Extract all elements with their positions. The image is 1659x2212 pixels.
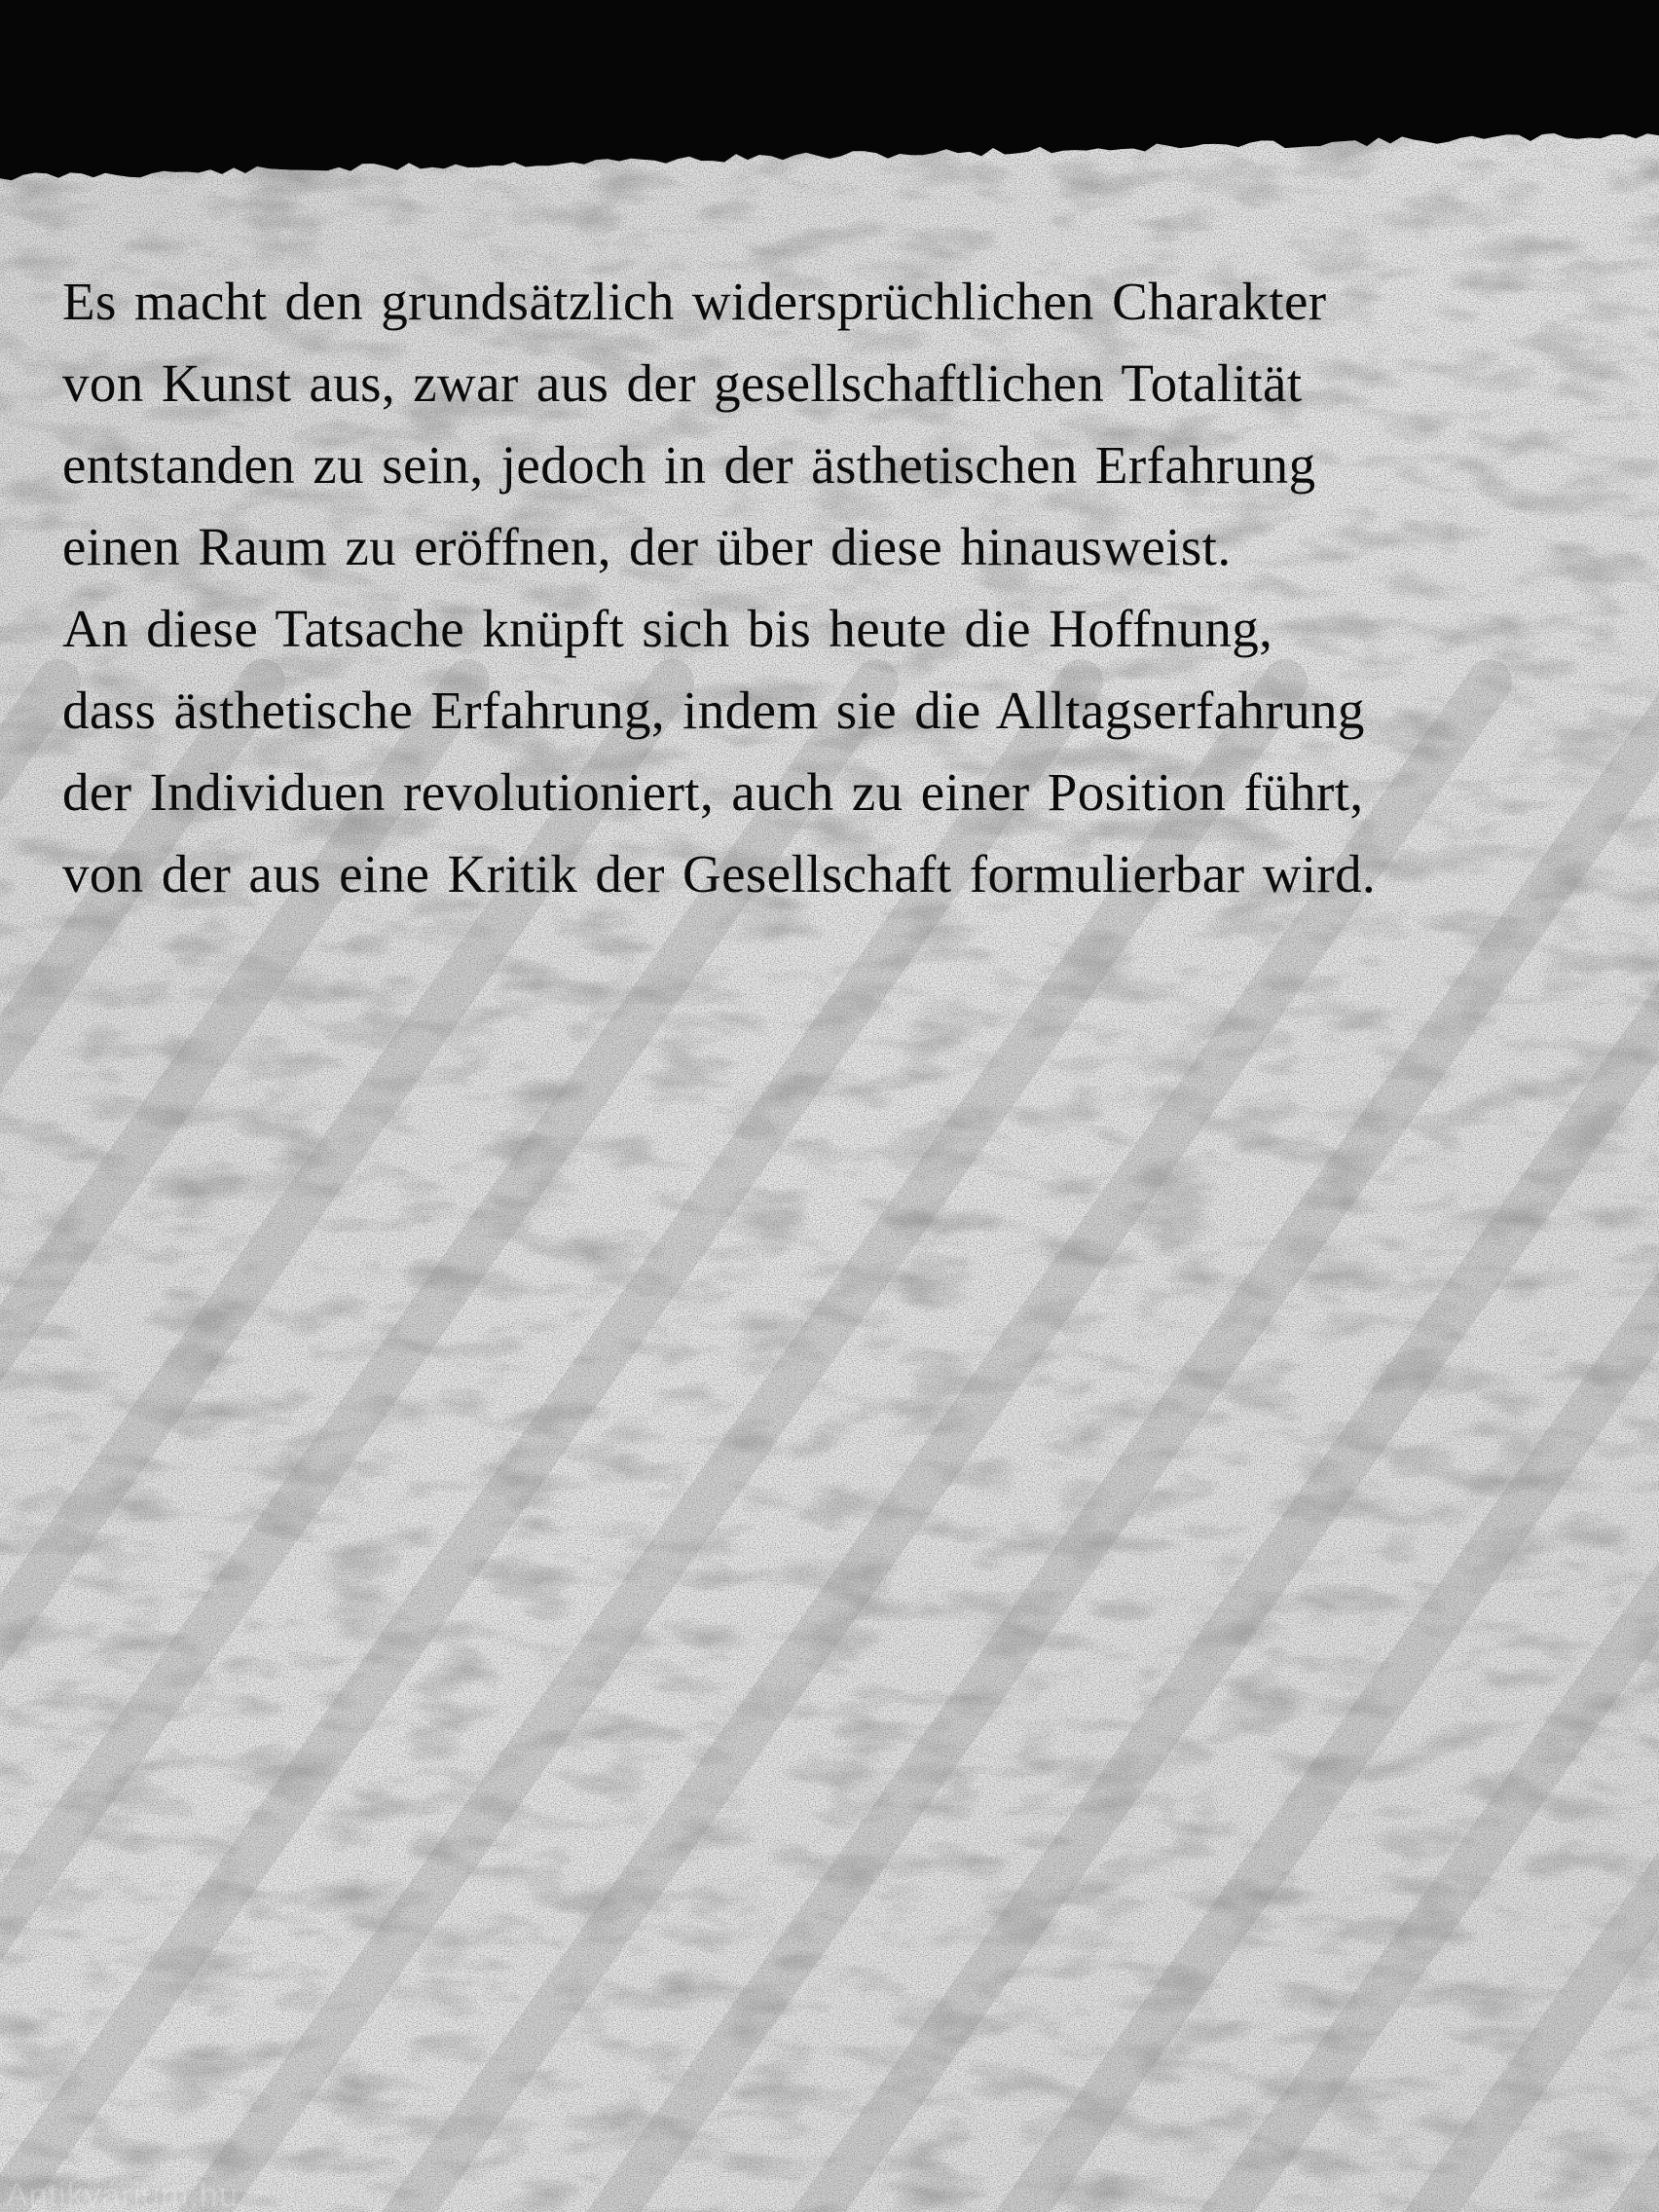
text-line: von der aus eine Kritik der Gesellschaft formulierbar wird. (62, 844, 1377, 903)
text-line: Es macht den grundsätzlich widersprüchlichen Charakter (62, 272, 1327, 331)
text-line: einen Raum zu eröffnen, der über diese hinausweist. (62, 517, 1232, 576)
watermark: Antikvárium.hu (6, 2177, 239, 2212)
text-line: An diese Tatsache knüpft sich bis heute die Hoffnung, (62, 599, 1273, 658)
text-line: dass ästhetische Erfahrung, indem sie die Alltagserfahrung (62, 681, 1365, 740)
text-line: entstanden zu sein, jedoch in der ästhetischen Erfahrung (62, 435, 1316, 495)
text-line: von Kunst aus, zwar aus der gesellschaftlichen Totalität (62, 353, 1303, 413)
quote-paragraph (62, 261, 1640, 915)
text-line: der Individuen revolutioniert, auch zu einer Position führt, (62, 762, 1364, 822)
